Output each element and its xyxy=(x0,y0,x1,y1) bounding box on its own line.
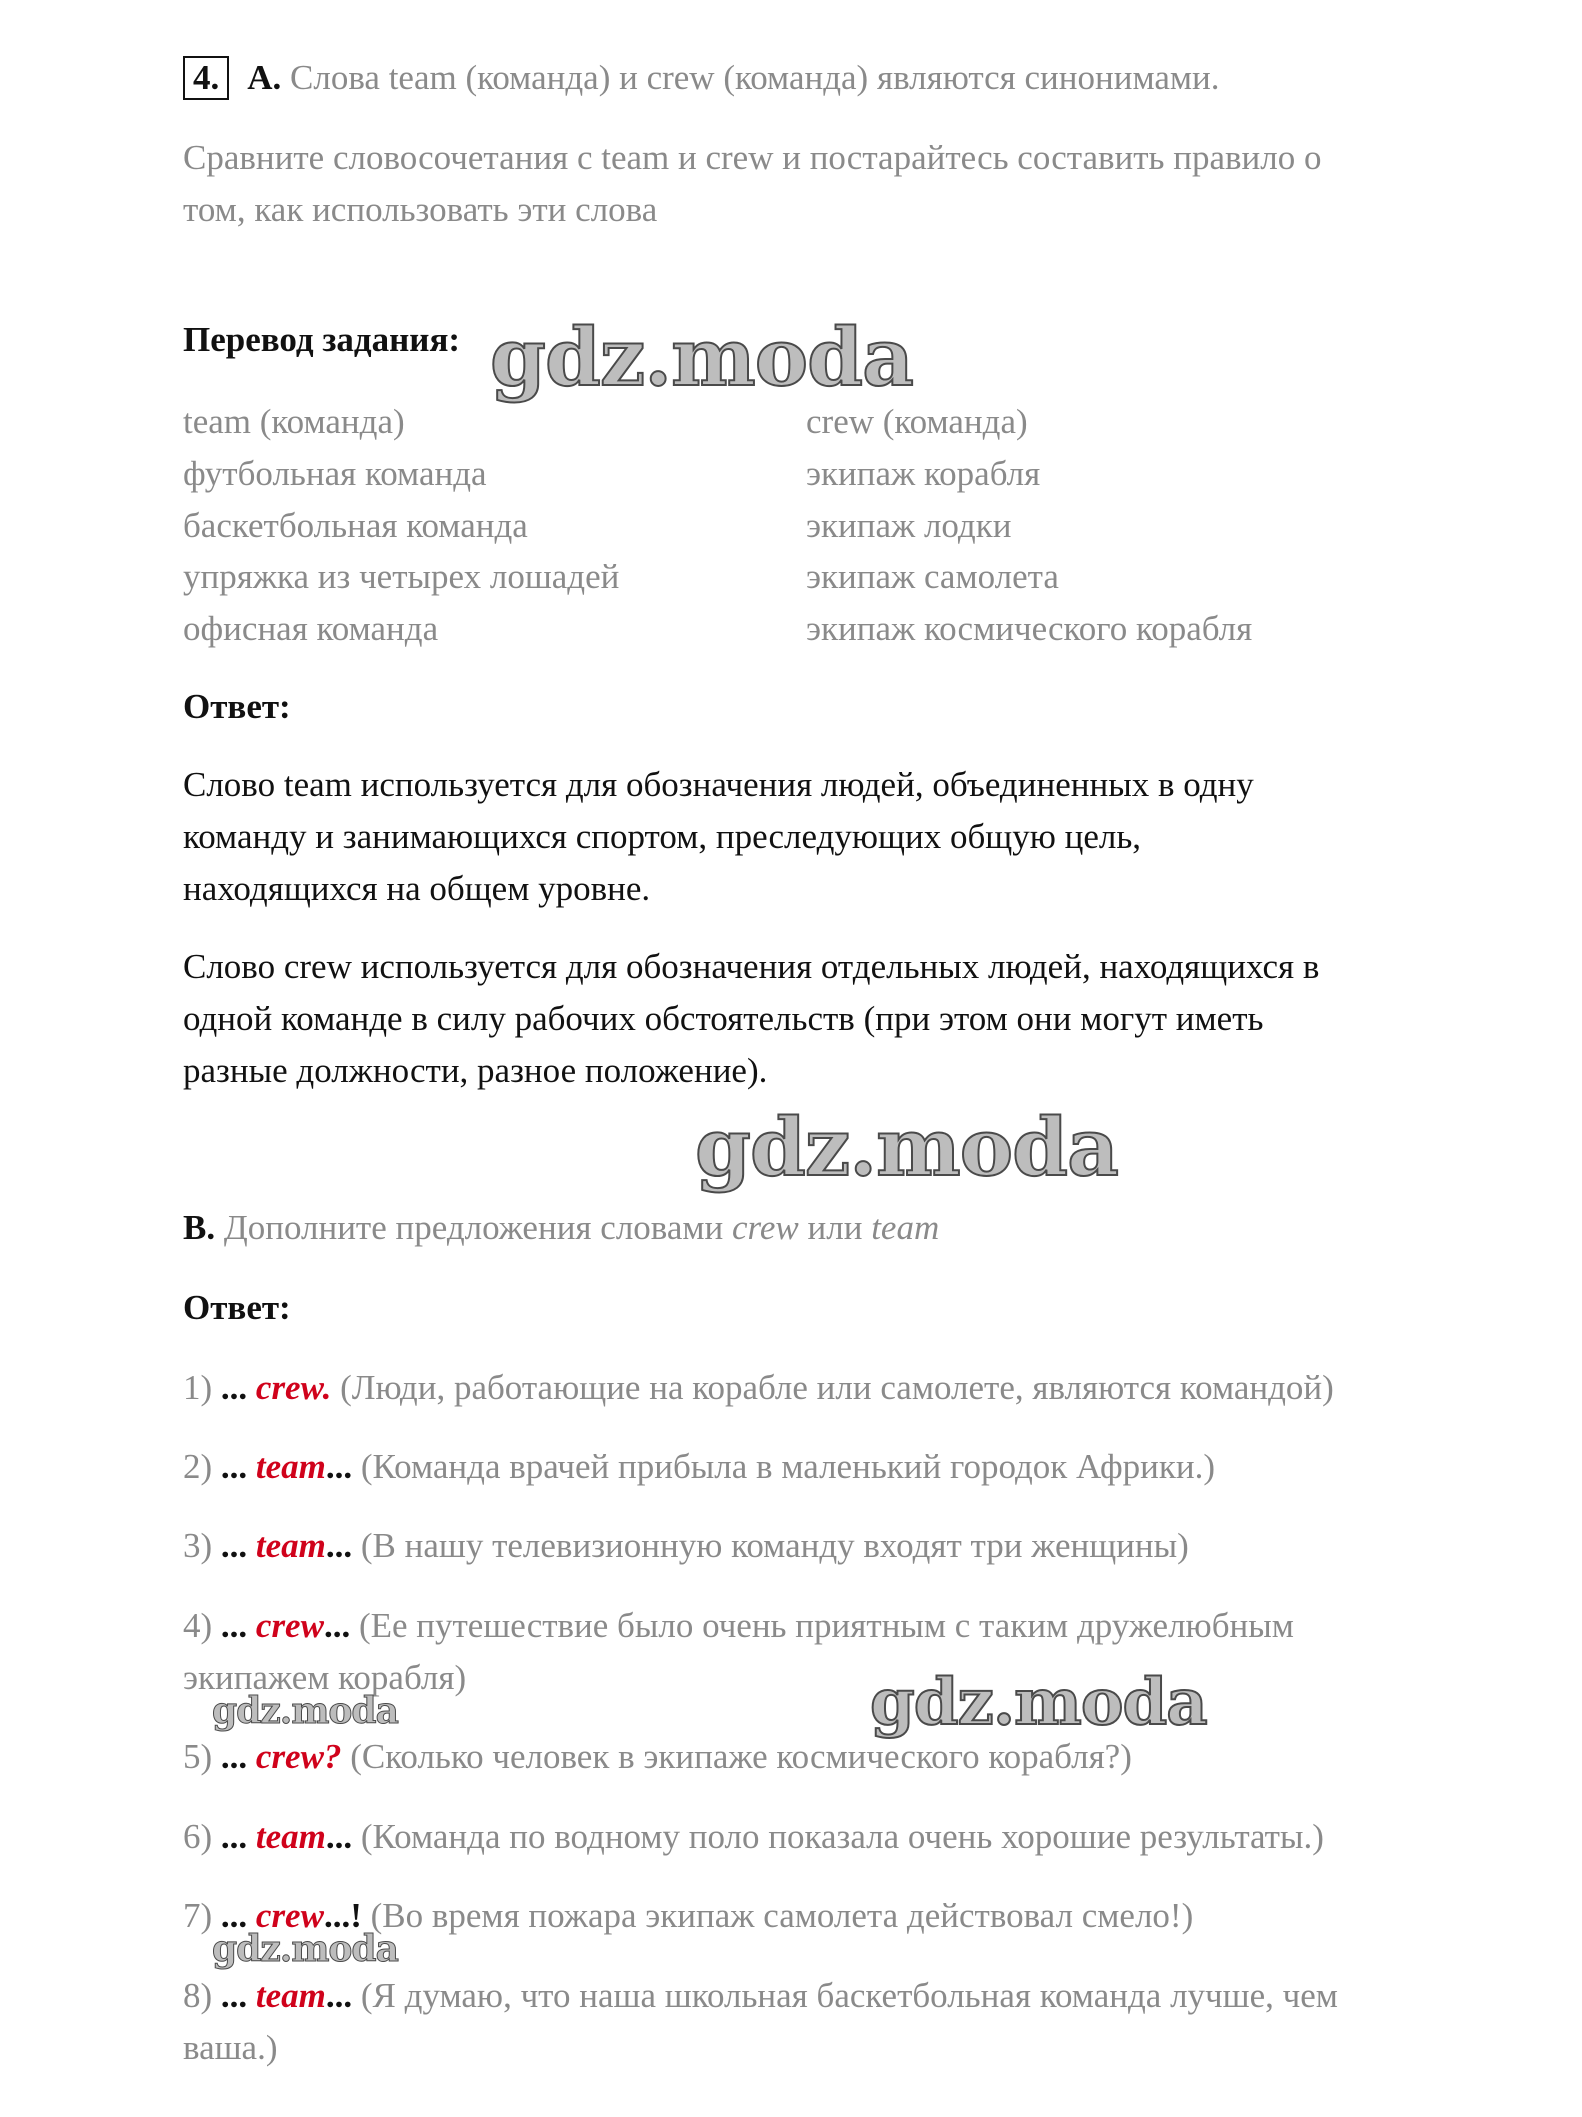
task-b-word-1: crew xyxy=(732,1208,799,1247)
item-translation: (Ее путешествие было очень приятным с таким дружелюбным xyxy=(358,1606,1294,1645)
answer-item xyxy=(183,1600,1294,1652)
item-number: 5) xyxy=(183,1737,213,1776)
item-number: 3) xyxy=(183,1526,213,1565)
item-answer-word: crew xyxy=(255,1896,324,1935)
item-ellipsis: ... xyxy=(220,1817,248,1856)
answer-item xyxy=(183,1441,1215,1493)
item-translation: (Люди, работающие на корабле или самолете, являются командой) xyxy=(340,1368,1334,1407)
answer-a-p1-line: команду и занимающихся спортом, преследующих общую цель, xyxy=(183,817,1142,856)
crew-col-item: экипаж корабля xyxy=(806,454,1041,493)
item-translation: (В нашу телевизионную команду входят три женщины) xyxy=(360,1526,1189,1565)
item-ellipsis: ... xyxy=(220,1368,248,1407)
item-ellipsis-post: ... xyxy=(325,1526,353,1565)
translation-heading: Перевод задания: xyxy=(183,320,461,359)
item-answer-word: team xyxy=(255,1817,326,1856)
item-number: 6) xyxy=(183,1817,213,1856)
item-ellipsis-post: ... xyxy=(325,1976,353,2015)
watermark-logo: gdz.moda xyxy=(695,1100,1118,1194)
item-ellipsis: ... xyxy=(220,1976,248,2015)
answer-a-heading: Ответ: xyxy=(183,687,291,726)
task-b-word-2: team xyxy=(871,1208,940,1247)
team-col-item: team (команда) xyxy=(183,402,405,441)
task-a-title: Слова team (команда) и crew (команда) являются синонимами. xyxy=(290,58,1220,97)
crew-col-item: экипаж космического корабля xyxy=(806,609,1253,648)
answer-a-p2-line: одной команде в силу рабочих обстоятельств (при этом они могут иметь xyxy=(183,999,1264,1038)
watermark-logo: gdz.moda xyxy=(212,1690,398,1732)
watermark-logo: gdz.moda xyxy=(212,1928,398,1970)
answer-item-continuation: экипажем корабля) xyxy=(183,1658,467,1697)
item-ellipsis: ... xyxy=(220,1896,248,1935)
task-a-letter: A. xyxy=(247,58,282,97)
task-b-text-1: Дополните предложения словами xyxy=(223,1208,724,1247)
task-a-instruction-1: Сравните словосочетания с team и crew и постарайтесь составить правило о xyxy=(183,138,1322,177)
task-b-line xyxy=(183,1202,939,1254)
item-answer-word: crew? xyxy=(255,1737,342,1776)
item-number: 1) xyxy=(183,1368,213,1407)
answer-a-p1-line: находящихся на общем уровне. xyxy=(183,869,651,908)
item-number: 7) xyxy=(183,1896,213,1935)
answer-item xyxy=(183,1811,1324,1863)
answer-a-p2-line: Слово crew используется для обозначения отдельных людей, находящихся в xyxy=(183,947,1320,986)
item-answer-word: crew. xyxy=(255,1368,332,1407)
item-answer-word: team xyxy=(255,1447,326,1486)
answer-item xyxy=(183,1362,1334,1414)
crew-col-item: crew (команда) xyxy=(806,402,1028,441)
watermark-logo: gdz.moda xyxy=(490,310,913,404)
team-col-item: офисная команда xyxy=(183,609,439,648)
item-answer-word: team xyxy=(255,1526,326,1565)
team-col-item: футбольная команда xyxy=(183,454,487,493)
item-translation: (Я думаю, что наша школьная баскетбольная команда лучше, чем xyxy=(360,1976,1338,2015)
answer-item xyxy=(183,1970,1338,2022)
team-col-item: упряжка из четырех лошадей xyxy=(183,557,620,596)
item-ellipsis: ... xyxy=(220,1606,248,1645)
item-translation: (Во время пожара экипаж самолета действовал смело!) xyxy=(370,1896,1194,1935)
item-translation: (Команда врачей прибыла в маленький городок Африки.) xyxy=(360,1447,1216,1486)
item-number: 8) xyxy=(183,1976,213,2015)
answer-b-heading: Ответ: xyxy=(183,1288,291,1327)
item-ellipsis: ... xyxy=(220,1737,248,1776)
watermark-logo: gdz.moda xyxy=(870,1665,1207,1740)
item-number: 2) xyxy=(183,1447,213,1486)
item-answer-word: team xyxy=(255,1976,326,2015)
team-col-item: баскетбольная команда xyxy=(183,506,528,545)
task-number-box: 4. xyxy=(183,56,229,100)
task-a-title-line xyxy=(183,52,1220,104)
item-ellipsis: ... xyxy=(220,1447,248,1486)
task-b-text-2: или xyxy=(807,1208,863,1247)
item-ellipsis-post: ...! xyxy=(323,1896,362,1935)
item-ellipsis-post: ... xyxy=(323,1606,351,1645)
item-number: 4) xyxy=(183,1606,213,1645)
item-ellipsis-post: ... xyxy=(325,1447,353,1486)
answer-a-p2-line: разные должности, разное положение). xyxy=(183,1051,768,1090)
answer-item-continuation: ваша.) xyxy=(183,2028,278,2067)
answer-item xyxy=(183,1520,1189,1572)
item-translation: (Сколько человек в экипаже космического корабля?) xyxy=(350,1737,1132,1776)
item-answer-word: crew xyxy=(255,1606,324,1645)
item-ellipsis-post: ... xyxy=(325,1817,353,1856)
item-ellipsis: ... xyxy=(220,1526,248,1565)
crew-col-item: экипаж лодки xyxy=(806,506,1012,545)
item-translation: (Команда по водному поло показала очень хорошие результаты.) xyxy=(360,1817,1324,1856)
crew-col-item: экипаж самолета xyxy=(806,557,1059,596)
task-b-letter: B. xyxy=(183,1208,216,1247)
answer-a-p1-line: Слово team используется для обозначения людей, объединенных в одну xyxy=(183,765,1254,804)
task-a-instruction-2: том, как использовать эти слова xyxy=(183,190,658,229)
